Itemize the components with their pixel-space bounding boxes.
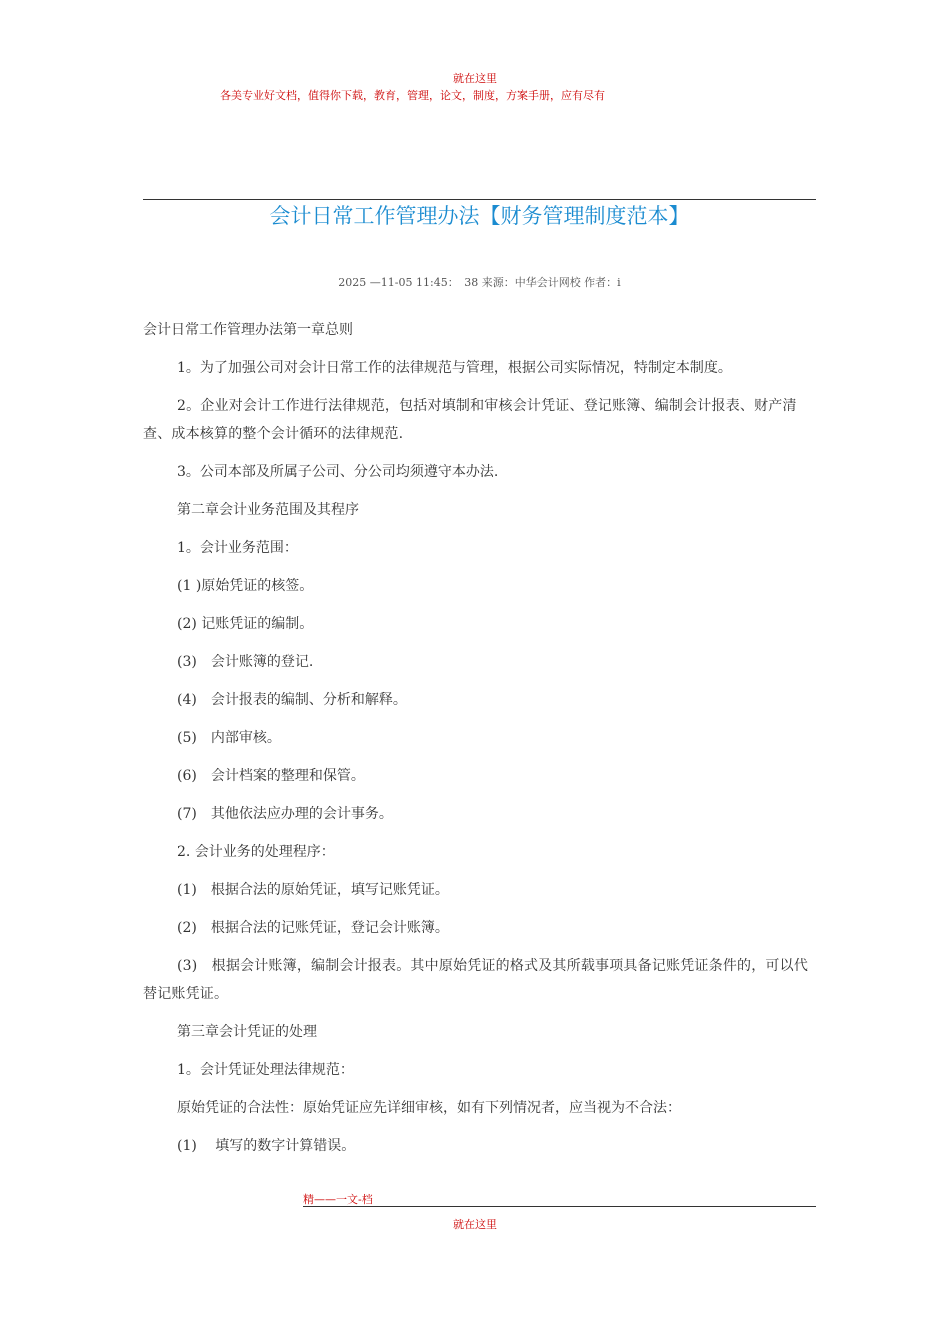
footer-mark: 精——一文-档: [303, 1193, 373, 1206]
top-divider: [143, 199, 816, 200]
list-item: (2) 根据合法的记账凭证，登记会计账簿。: [177, 920, 449, 936]
list-item: (7) 其他依法应办理的会计事务。: [177, 806, 393, 822]
list-item: (6) 会计档案的整理和保管。: [177, 768, 365, 784]
chapter-heading: 会计日常工作管理办法第一章总则: [143, 322, 353, 338]
list-item: (4) 会计报表的编制、分析和解释。: [177, 692, 407, 708]
list-item: (3) 根据会计账簿，编制会计报表。其中原始凭证的格式及其所载事项具备记账凭证条件的，可以代替记账凭证。: [143, 958, 809, 1002]
chapter-heading: 第二章会计业务范围及其程序: [177, 502, 359, 518]
paragraph: 2。企业对会计工作进行法律规范，包括对填制和审核会计凭证、登记账簿、编制会计报表、财产清查、成本核算的整个会计循环的法律规范.: [143, 398, 797, 442]
paragraph: 2. 会计业务的处理程序：: [177, 844, 335, 860]
paragraph: 3。公司本部及所属子公司、分公司均须遵守本办法.: [177, 464, 499, 480]
document-title: 会计日常工作管理办法【财务管理制度范本】: [269, 204, 690, 228]
list-item: (2) 记账凭证的编制。: [177, 616, 314, 632]
paragraph: 1。会计业务范围：: [177, 540, 298, 556]
list-item: (1) 填写的数字计算错误。: [177, 1138, 356, 1154]
list-item: (3) 会计账簿的登记.: [177, 654, 314, 670]
paragraph: 1。会计凭证处理法律规范：: [177, 1062, 354, 1078]
paragraph: 原始凭证的合法性：原始凭证应先详细审核，如有下列情况者，应当视为不合法：: [177, 1100, 681, 1116]
header-tagline: 各美专业好文档，值得你下载，教育，管理，论文，制度，方案手册，应有尽有: [220, 89, 605, 102]
list-item: (1 )原始凭证的核签。: [177, 578, 314, 594]
document-body: [143, 316, 816, 1170]
header-top-text: 就在这里: [453, 72, 497, 85]
list-item: (5) 内部审核。: [177, 730, 281, 746]
paragraph: 1。为了加强公司对会计日常工作的法律规范与管理，根据公司实际情况，特制定本制度。: [177, 360, 732, 376]
chapter-heading: 第三章会计凭证的处理: [177, 1024, 317, 1040]
document-meta: 2025 —11-05 11:45： 38 来源：中华会计网校 作者：i: [338, 276, 621, 289]
list-item: (1) 根据合法的原始凭证，填写记账凭证。: [177, 882, 449, 898]
footer-bottom-text: 就在这里: [453, 1218, 497, 1231]
bottom-divider: [303, 1206, 816, 1207]
